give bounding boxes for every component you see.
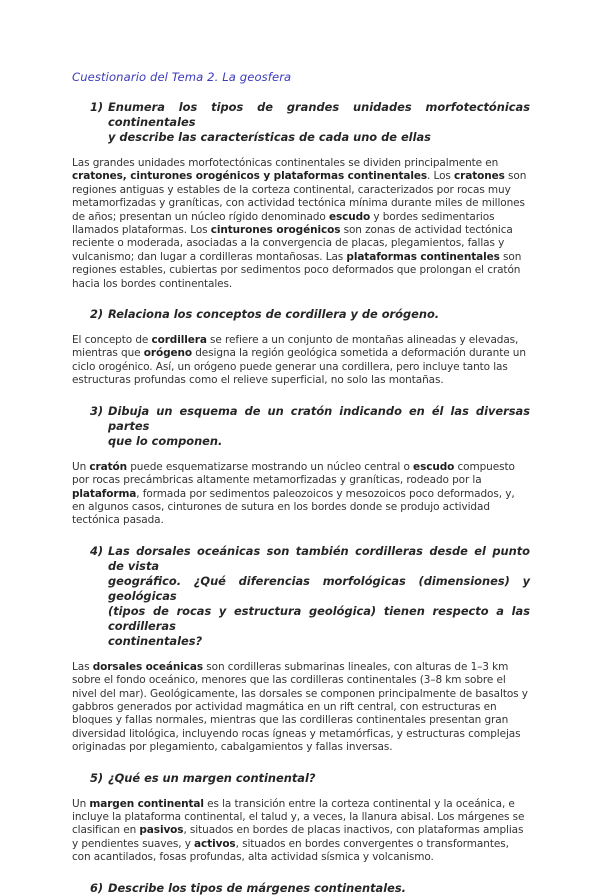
question-text (108, 404, 530, 449)
question-number: 5) (90, 770, 104, 785)
answer-keyword: margen continental (89, 797, 204, 810)
answer-paragraph (72, 461, 530, 528)
answer-text: se refiere a un conjunto de montañas alineadas y elevadas, mientras que (72, 334, 519, 360)
answer-text: Un (72, 797, 90, 810)
answer-keyword: cinturones orogénicos (210, 224, 341, 237)
question-line: Describe los tipos de márgenes continentales. (108, 880, 406, 895)
answer-text: designa la región geológica sometida a deformación durante un ciclo orogénico. Así, un orógeno puede generar una cordillera, pero incluye tanto las estructuras profundas como el relieve superficial, no solo las montañas. (72, 347, 526, 387)
question-heading (72, 544, 530, 649)
answer-text: y bordes sedimentarios llamados plataformas. Los (72, 210, 495, 237)
question-line: Relaciona los conceptos de cordillera y de orógeno. (108, 307, 440, 322)
answer-keyword: cratones (454, 170, 505, 183)
question-number: 4) (90, 543, 104, 558)
answer-paragraph (72, 157, 530, 291)
question-number: 2) (90, 307, 104, 322)
question-line: Dibuja un esquema de un cratón indicando en él las diversas partes (108, 403, 530, 433)
answer-keyword: orógeno (143, 347, 192, 360)
question-text (108, 881, 530, 896)
answer-text: es la transición entre la corteza continental y la oceánica, e incluye la plataforma continental, el talud y, a veces, la llanura abisal. Los márgenes se clasifican en (72, 797, 525, 837)
answer-text: puede esquematizarse mostrando un núcleo central o (127, 460, 414, 473)
question-text (108, 544, 530, 649)
answer-text: , formada por sedimentos paleozoicos y mesozoicos poco deformados, y, en algunos casos, cinturones de sutura en los bordes donde se produjo actividad tectónica pasada. (72, 487, 515, 527)
question-number: 1) (90, 100, 104, 114)
answer-paragraph (72, 798, 530, 865)
question-heading (72, 771, 530, 786)
answer-paragraph (72, 661, 530, 755)
question-heading (72, 100, 530, 145)
answer-keyword: plataformas continentales (346, 250, 500, 263)
answer-text: El concepto de (72, 334, 152, 347)
answer-text: son regiones antiguas y estables de la corteza continental, caracterizados por rocas muy metamorfizadas y graníticas, con actividad tectónica mínima durante miles de millones de años; presentan un núcleo rígido denominado (72, 170, 527, 223)
question-text (108, 307, 530, 322)
answer-keyword: cratones, cinturones orogénicos y plataformas continentales (72, 170, 428, 183)
answer-keyword: cordillera (151, 334, 207, 347)
question-text (108, 100, 530, 145)
answer-text: Las grandes unidades morfotectónicas continentales se dividen principalmente en (72, 157, 499, 169)
question-line: que lo componen. (108, 433, 223, 448)
answer-text: , situados en bordes de placas inactivos, con plataformas amplias y pendientes suaves, y (72, 824, 524, 850)
answer-text: . Los (427, 170, 455, 183)
answer-text: son zonas de actividad tectónica reciente o moderada, asociadas a la convergencia de placas, plegamientos, fallas y vulcanismo; dan lugar a cordilleras montañosas. Las (72, 224, 513, 263)
question-number: 6) (90, 880, 104, 895)
question-text (108, 771, 530, 786)
answer-keyword: escudo (328, 210, 371, 223)
answer-text: Un (72, 460, 90, 473)
question-line: y describe las características de cada uno de ellas (108, 130, 431, 144)
question-line: Enumera los tipos de grandes unidades morfotectónicas continentales (108, 100, 530, 129)
answer-text: , situados en bordes convergentes o transformantes, con acantilados, fosas profundas, alta actividad sísmica y volcanismo. (72, 837, 509, 864)
answer-keyword: dorsales oceánicas (92, 660, 204, 673)
question-heading (72, 307, 530, 322)
answer-keyword: cratón (89, 460, 127, 473)
questions-list (72, 100, 530, 896)
question-line: geográfico. ¿Qué diferencias morfológicas (dimensiones) y geológicas (108, 573, 530, 603)
question-line: ¿Qué es un margen continental? (108, 770, 316, 785)
question-heading (72, 881, 530, 896)
question-heading (72, 404, 530, 449)
answer-text: son cordilleras submarinas lineales, con alturas de 1–3 km sobre el fondo oceánico, menores que las cordilleras continentales (3–8 km sobre el nivel del mar). Geológicamente, las dorsales se componen principalmente de basaltos y gabbros generados por actividad magmática en un rift central, con estructuras en bloques y fallas normales, mientras que las cordilleras continentales presentan gran diversidad litológica, incluyendo rocas ígneas y metamórficas, y estructuras complejas originadas por plegamiento, cabalgamientos y fallas inversas. (72, 660, 528, 754)
question-line: continentales? (108, 633, 203, 648)
answer-paragraph (72, 334, 530, 388)
question-line: (tipos de rocas y estructura geológica) tienen respecto a las cordilleras (108, 603, 530, 633)
answer-text: compuesto por rocas precámbricas altamente metamorfizadas y graníticas, rodeado por la (72, 460, 515, 487)
document-title: Cuestionario del Tema 2. La geosfera (72, 70, 292, 84)
answer-keyword: pasivos (139, 824, 184, 837)
answer-keyword: activos (194, 837, 236, 850)
question-number: 3) (90, 403, 104, 418)
answer-keyword: escudo (413, 460, 455, 473)
answer-keyword: plataforma (72, 487, 137, 500)
answer-text: son regiones estables, cubiertas por sedimentos poco deformados que prolongan el cratón hacia los bordes continentales. (72, 250, 522, 290)
answer-text: Las (72, 660, 93, 673)
question-line: Las dorsales oceánicas son también cordilleras desde el punto de vista (108, 543, 530, 573)
